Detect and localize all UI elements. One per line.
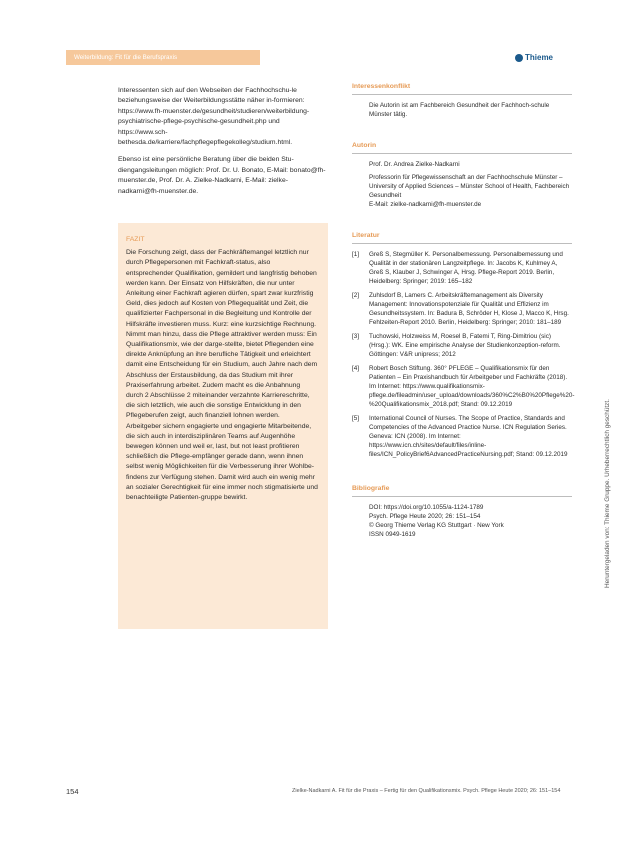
author-affiliation: Professorin für Pflegewissenschaft an der Fachhochschule Münster – University of Applied Sciences – Münster School of Health, Fachbereich Gesundheit (369, 174, 570, 199)
interest-heading: Interessenkonflikt (352, 83, 411, 90)
reference-text: Robert Bosch Stiftung. 360° PFLEGE – Qualifikationsmix für den Patienten – Ein Praxishandbuch für Arbeitgeber und Fachkräfte (2018). Im Internet: https://www.qualifikationsmix-pflege.de/fileadmin/user_upload/downloads/360%C2%B0%20Pflege%20-%20Qualifikationsmix_2018.pdf; Stand: 09.12.2019 (369, 365, 575, 408)
reference-item (352, 414, 572, 459)
author-section (352, 141, 572, 209)
download-watermark: Heruntergeladen von: Thieme Gruppe. Urheberrechtlich geschützt. (604, 399, 611, 588)
issn-line: ISSN 0949-1619 (369, 531, 416, 538)
reference-number: [5] (352, 415, 360, 422)
fazit-paragraph: Arbeitgeber sichern engagierte und engagierte Mitarbeitende, die sich auch in interdisziplinären Teams auf Augenhöhe bewegen können und weil er, last, but not least profitieren schließlich die Pflege-empfänger gerade dann, wenn ihnen selbst wenig Möglichkeiten für die Verbesserung ihrer Wohlbe-findens zur Verfügung stehen. Damit wird auch ein wenig mehr an sozialer Gerechtigkeit für eine immer noch stigmatisierte und benachteiligte Patienten-gruppe bewirkt. (126, 422, 318, 502)
doi-line: DOI: https://doi.org/10.1055/a-1124-1789 (369, 504, 484, 511)
reference-number: [1] (352, 251, 360, 258)
reference-text: International Council of Nurses. The Scope of Practice, Standards and Competencies of the Advanced Practice Nurse. ICN Regulation Series. Geneva: ICN (2008). Im Internet: https://www.icn.ch/sites/default/files/inline-files/ICN_PolicyBrief6AdvancedPracticeNursing.pdf; Stand: 09.12.2019 (369, 415, 568, 458)
right-column (352, 82, 575, 539)
divider (352, 94, 572, 95)
divider (352, 496, 572, 497)
publisher-logo (515, 51, 553, 64)
divider (352, 153, 572, 154)
logo-mark-icon (515, 54, 523, 62)
left-column (118, 86, 328, 204)
reference-text: Greß S, Stegmüller K. Personalbemessung. Personalbemessung und Qualität in der stationären Langzeitpflege. In: Jacobs K, Kuhlmey A, Greß S, Klauber J, Schwinger A, Hrsg. Pflege-Report 2019. Berlin, Heidelberg: Springer; 2019: 165–182 (369, 251, 563, 285)
fazit-box (118, 223, 328, 629)
reference-item (352, 291, 572, 327)
bibliography-section (352, 484, 572, 539)
reference-text: Zuhlsdorf B, Lamers C. Arbeitskräftemanagement als Diversity Management: Innovationspotenziale für Qualität und Effizienz im Gesundheitssystem. In: Badura B, Schröder H, Klose J, Macco K, Hrsg. Fehlzeiten-Report 2010. Berlin, Heidelberg: Springer; 2010: 181–189 (369, 292, 569, 326)
author-heading: Autorin (352, 142, 377, 149)
interest-text: Die Autorin ist am Fachbereich Gesundheit der Fachhoch-schule Münster tätig. (369, 102, 550, 118)
body-paragraph: Ebenso ist eine persönliche Beratung über die beiden Stu-diengangsleitungen möglich: Prof. Dr. U. Bonato, E-Mail: bonato@fh-muenster.de, Prof. Dr. A. Zielke-Nadkarni, E-Mail: zielke-nadkarni@fh-muenster.de. (118, 156, 326, 195)
section-tab: Weiterbildung: Fit für die Berufspraxis (66, 50, 260, 65)
literature-heading: Literatur (352, 232, 380, 239)
reference-number: [4] (352, 365, 360, 372)
footer-citation: Zielke-Nadkarni A. Fit für die Praxis – Fertig für den Qualifikationsmix. Psych. Pflege Heute 2020; 26: 151–154 (292, 788, 561, 794)
reference-item (352, 250, 572, 286)
page-number: 154 (66, 787, 79, 796)
fazit-heading: FAZIT (126, 236, 145, 243)
journal-line: Psych. Pflege Heute 2020; 26: 151–154 (369, 513, 481, 520)
author-name: Prof. Dr. Andrea Zielke-Nadkarni (369, 161, 460, 168)
fazit-paragraph: Nimmt man hinzu, dass die Pflege attraktiver werden muss: Ein Qualifikationsmix, wie der darge-stellte, bietet Pflegenden eine direkte Anknüpfung an ihre berufliche Tätigkeit und erleichtert damit eine Entscheidung für ein Studium, auch Jahre nach dem Abschluss der Erstausbildung, da das Studium mit ihrer Praxiserfahrung arbeitet. Zudem macht es die Anbahnung durch 2 Abschlüsse 2 miteinander verzahnte Karriereschritte, die sich letztlich, wie auch die sonstige Entwicklung in den Pflegeberufen zeigt, auch finanziell lohnen werden. (126, 330, 318, 420)
divider (352, 243, 572, 244)
logo-text: Thieme (525, 53, 554, 62)
reference-number: [2] (352, 292, 360, 299)
author-email: E-Mail: zielke-nadkarni@fh-muenster.de (369, 201, 482, 208)
reference-number: [3] (352, 333, 360, 340)
reference-item (352, 332, 572, 359)
bibliography-heading: Bibliografie (352, 485, 390, 492)
body-paragraph: Interessenten sich auf den Webseiten der Fachhochschu-le beziehungsweise der Weiterbildungsstätte näher in-formieren: https://www.fh-muenster.de/gesundheit/studieren/weiterbildung-psychiatrische-pflege-psychische-gesundheit.php und https://www.sch-bethesda.de/karriere/fachpflegepflegekolleg/studium.html. (118, 87, 310, 147)
fazit-paragraph: Die Forschung zeigt, dass der Fachkräftemangel letztlich nur durch Pflegepersonen mit Fachkraft-status, also entsprechender Qualifikation, gemildert und langfristig behoben werden kann. Der Einsatz von Hilfskräften, die nur unter Anleitung einer Fachkraft agieren dürfen, spart zwar kurzfristig Geld, dies jedoch auf Kosten von Pflegequalität und Zeit, die qualifizierter Fachpersonal in die Begleitung und Kontrolle der Hilfskräfte investieren muss. Kurz: eine kurzsichtige Rechnung. (126, 249, 317, 328)
literature-section (352, 231, 575, 459)
reference-item (352, 364, 575, 409)
publisher-line: © Georg Thieme Verlag KG Stuttgart · New York (369, 522, 504, 529)
interest-section (352, 82, 572, 119)
reference-text: Tuchowski, Holzweiss M, Roesel B, Fatemi T, Ring-Dimitriou (sic) (Hrsg.): WK. Eine empirische Analyse der Studienkonzeption-reform. Göttingen: V&R unipress; 2012 (369, 333, 561, 358)
